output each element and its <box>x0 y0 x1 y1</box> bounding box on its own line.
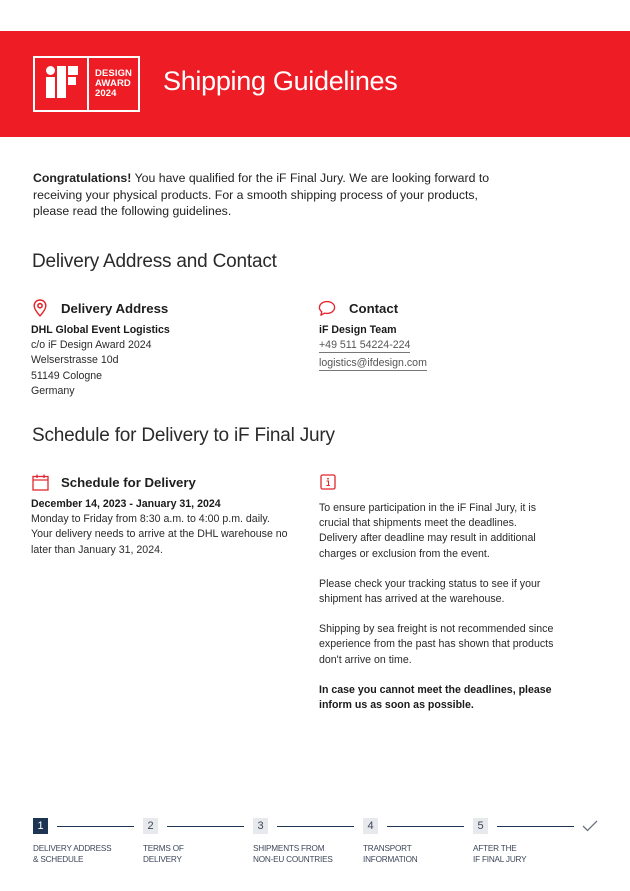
address-line: c/o iF Design Award 2024 <box>31 339 152 352</box>
section-heading-schedule: Schedule for Delivery to iF Final Jury <box>32 425 335 446</box>
address-line: Germany <box>31 384 75 397</box>
speech-bubble-icon <box>318 299 336 317</box>
schedule-title: Schedule for Delivery <box>61 474 196 490</box>
intro-lead: Congratulations! <box>33 171 132 185</box>
contact-title: Contact <box>349 300 399 316</box>
info-icon <box>319 473 337 491</box>
delivery-address-block <box>31 298 291 399</box>
schedule-deadline: Your delivery needs to arrive at the DHL warehouse no later than January 31, 2024. <box>31 528 288 556</box>
if-logo-mark-icon <box>35 58 89 110</box>
schedule-block <box>31 472 296 558</box>
section-heading-delivery-contact: Delivery Address and Contact <box>32 251 277 272</box>
contact-block <box>319 298 579 374</box>
contact-email-link[interactable]: logistics@ifdesign.com <box>319 357 427 370</box>
logo-line-design: DESIGN <box>95 68 133 79</box>
step-1-label[interactable]: DELIVERY ADDRESS & SCHEDULE <box>33 844 112 864</box>
contact-team: iF Design Team <box>319 324 397 336</box>
page-title: Shipping Guidelines <box>163 66 398 96</box>
step-3-label[interactable]: SHIPMENTS FROM NON-EU COUNTRIES <box>253 844 333 864</box>
logo-text <box>89 58 138 110</box>
info-block <box>319 472 557 728</box>
location-pin-icon <box>31 299 49 317</box>
address-line: 51149 Cologne <box>31 369 103 382</box>
calendar-icon <box>31 473 49 491</box>
intro-text: You have qualified for the iF Final Jury. We are looking forward to receiving your physical products. For a smooth shipping process of your products, please read the following guidelines. <box>33 171 490 219</box>
step-connector <box>387 826 464 827</box>
info-paragraph-tracking: Please check your tracking status to see if your shipment has arrived at the warehouse. <box>319 577 541 606</box>
if-design-award-logo <box>33 56 140 112</box>
step-4-label[interactable]: TRANSPORT INFORMATION <box>363 844 418 864</box>
schedule-dates: December 14, 2023 - January 31, 2024 <box>31 498 221 510</box>
header-banner <box>0 31 630 137</box>
logo-line-year: 2024 <box>95 88 117 99</box>
intro-paragraph <box>33 170 513 220</box>
step-connector <box>167 826 244 827</box>
info-paragraph-sea-freight: Shipping by sea freight is not recommended since experience from the past has shown that products don't arrive on time. <box>319 623 554 666</box>
info-paragraph-contact-us: In case you cannot meet the deadlines, please inform us as soon as possible. <box>319 683 552 712</box>
schedule-hours: Monday to Friday from 8:30 a.m. to 4:00 p.m. daily. <box>31 513 270 526</box>
logo-line-award: AWARD <box>95 78 131 89</box>
address-line: Welserstrasse 10d <box>31 354 119 367</box>
step-2-label[interactable]: TERMS OF DELIVERY <box>143 844 184 864</box>
checkmark-icon[interactable] <box>581 818 599 834</box>
delivery-address-title: Delivery Address <box>61 300 169 316</box>
step-1-badge[interactable]: 1 <box>33 818 48 834</box>
step-3-badge[interactable]: 3 <box>253 818 268 834</box>
step-2-badge[interactable]: 2 <box>143 818 158 834</box>
step-connector <box>497 826 574 827</box>
progress-stepper <box>33 818 598 868</box>
info-paragraph-deadlines: To ensure participation in the iF Final Jury, it is crucial that shipments meet the deadlines. Delivery after deadline may result in additional charges or exclusion from the event. <box>319 502 537 560</box>
step-connector <box>57 826 134 827</box>
step-4-badge[interactable]: 4 <box>363 818 378 834</box>
contact-phone-link[interactable]: +49 511 54224-224 <box>319 339 411 352</box>
address-company: DHL Global Event Logistics <box>31 324 170 336</box>
step-connector <box>277 826 354 827</box>
step-5-label[interactable]: AFTER THE IF FINAL JURY <box>473 844 527 864</box>
step-5-badge[interactable]: 5 <box>473 818 488 834</box>
